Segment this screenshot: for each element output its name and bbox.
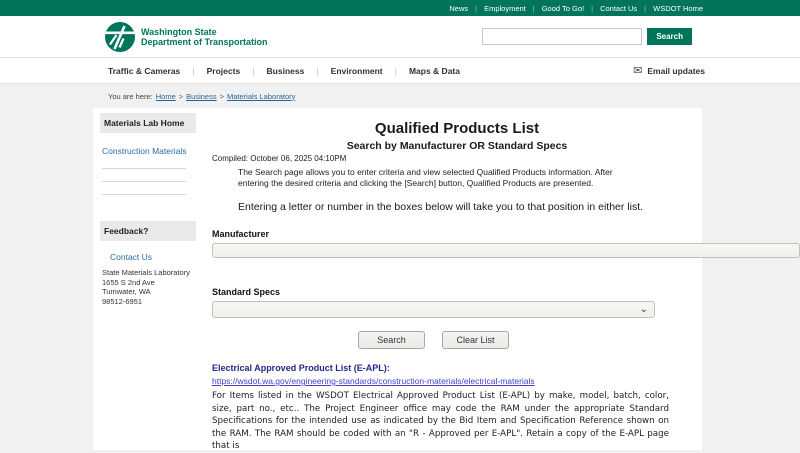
site-header bbox=[0, 16, 800, 57]
logo-text bbox=[141, 27, 268, 47]
manufacturer-select[interactable] bbox=[212, 243, 800, 258]
page-title: Qualified Products List bbox=[374, 120, 540, 137]
sidebar-item-contact-us[interactable]: Contact Us bbox=[110, 252, 153, 262]
page-subtitle: Search by Manufacturer OR Standard Specs bbox=[346, 140, 568, 152]
sidebar-item-materials-lab-home[interactable]: Materials Lab Home bbox=[100, 113, 196, 133]
nav-business[interactable]: Business bbox=[266, 65, 305, 76]
breadcrumb-business[interactable]: Business bbox=[186, 91, 217, 101]
breadcrumb-home[interactable]: Home bbox=[155, 91, 176, 101]
address-line: State Materials Laboratory bbox=[102, 268, 190, 277]
utility-link-contact-us[interactable]: Contact Us bbox=[600, 3, 638, 13]
sidebar-divider bbox=[102, 168, 186, 169]
standard-specs-label: Standard Specs bbox=[212, 287, 281, 297]
nav-environment[interactable]: Environment bbox=[330, 65, 383, 76]
utility-link-good-to-go[interactable]: Good To Go! bbox=[541, 3, 585, 13]
separator: | bbox=[252, 65, 255, 76]
logo-line1: Washington State bbox=[141, 27, 217, 37]
email-updates-label: Email updates bbox=[647, 65, 705, 76]
hint-paragraph: Entering a letter or number in the boxes below will take you to that position in either list. bbox=[238, 201, 644, 213]
breadcrumb bbox=[0, 84, 800, 108]
eapl-heading: Electrical Approved Product List (E-APL): bbox=[212, 363, 390, 373]
intro-paragraph: The Search page allows you to enter criteria and view selected Qualified Products information. After entering the desired criteria and clicking the [Search] button, Qualified Products are presented. bbox=[238, 167, 613, 188]
primary-nav bbox=[0, 57, 800, 84]
site-search bbox=[482, 28, 692, 45]
site-search-button[interactable]: Search bbox=[647, 28, 692, 45]
nav-traffic-cameras[interactable]: Traffic & Cameras bbox=[108, 65, 181, 76]
separator: | bbox=[394, 65, 397, 76]
compiled-timestamp: Compiled: October 06, 2025 04:10PM bbox=[212, 154, 347, 163]
nav-maps-data[interactable]: Maps & Data bbox=[408, 65, 460, 76]
separator: | bbox=[192, 65, 195, 76]
email-icon: ✉ bbox=[633, 65, 643, 77]
email-updates-link[interactable] bbox=[633, 64, 705, 77]
separator: | bbox=[644, 3, 647, 13]
content-card bbox=[93, 108, 702, 450]
nav-projects[interactable]: Projects bbox=[206, 65, 241, 76]
separator: | bbox=[532, 3, 535, 13]
utility-link-wsdot-home[interactable]: WSDOT Home bbox=[653, 3, 703, 13]
utility-link-employment[interactable]: Employment bbox=[484, 3, 526, 13]
sidebar bbox=[100, 113, 200, 306]
lab-address bbox=[102, 268, 200, 306]
wsdot-logo-icon bbox=[105, 22, 135, 52]
sidebar-item-feedback[interactable]: Feedback? bbox=[100, 221, 196, 241]
breadcrumb-materials-laboratory[interactable]: Materials Laboratory bbox=[227, 91, 296, 101]
button-row bbox=[212, 331, 655, 349]
standard-specs-select[interactable] bbox=[212, 301, 655, 318]
separator: > bbox=[219, 91, 224, 101]
sidebar-divider bbox=[102, 181, 186, 182]
chevron-down-icon: ⌄ bbox=[639, 303, 648, 315]
separator: | bbox=[591, 3, 594, 13]
address-line: Tumwater, WA bbox=[102, 287, 151, 296]
separator: > bbox=[178, 91, 184, 101]
sidebar-divider bbox=[102, 194, 186, 195]
manufacturer-label: Manufacturer bbox=[212, 229, 270, 239]
logo-line2: Department of Transportation bbox=[141, 37, 268, 47]
separator: | bbox=[475, 3, 478, 13]
wsdot-logo[interactable] bbox=[105, 22, 268, 52]
sidebar-item-construction-materials[interactable]: Construction Materials bbox=[102, 146, 187, 156]
eapl-link[interactable]: https://wsdot.wa.gov/engineering-standards/construction-materials/electrical-materials bbox=[212, 376, 535, 386]
main-content bbox=[212, 120, 702, 453]
utility-link-news[interactable]: News bbox=[449, 3, 469, 13]
separator: | bbox=[316, 65, 319, 76]
utility-bar bbox=[0, 0, 800, 16]
eapl-paragraph: For Items listed in the WSDOT Electrical Approved Product List (E-APL) by make, model, batch, color, size, part no., etc.. The Project Engineer office may code the RAM under the appropriate Standard Specifications for the intended use as indicated by the Bid Item and Specification Reference shown on the RAM. The RAM should be coded with an "R - Approved per E-APL". Retain a copy of the E-APL page that is bbox=[212, 391, 669, 451]
address-line: 98512-6951 bbox=[102, 296, 143, 306]
address-line: 1655 S 2nd Ave bbox=[102, 277, 155, 287]
breadcrumb-prefix: You are here: bbox=[108, 91, 153, 101]
search-button[interactable]: Search bbox=[358, 331, 425, 349]
site-search-input[interactable] bbox=[482, 28, 642, 45]
clear-list-button[interactable]: Clear List bbox=[442, 331, 509, 349]
